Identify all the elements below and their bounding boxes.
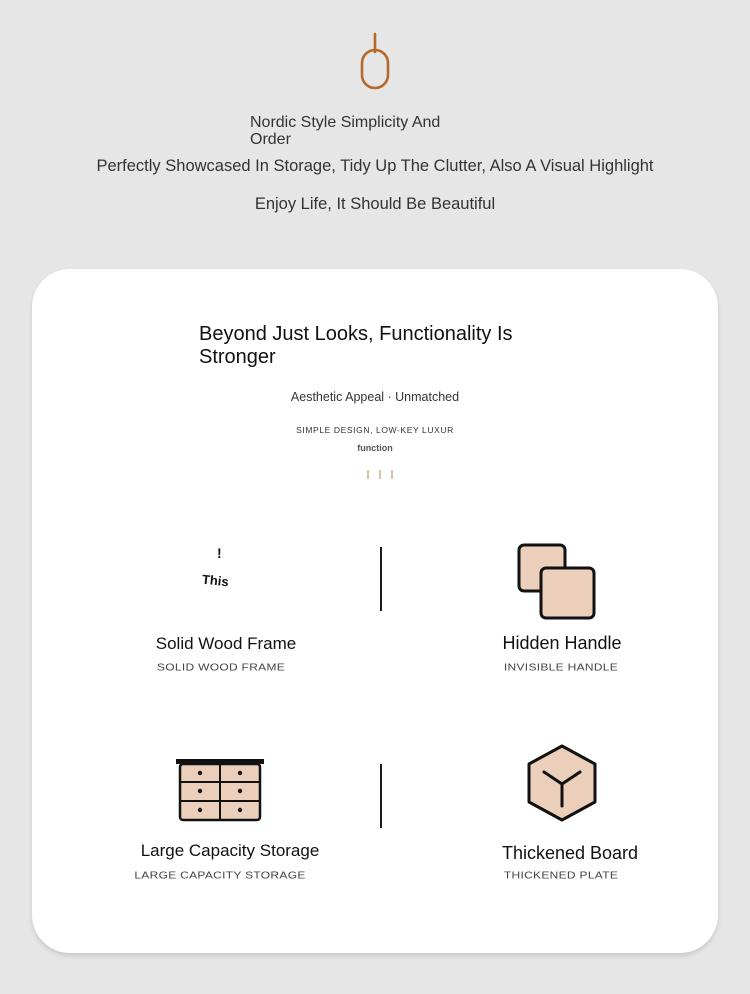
feature-title-large-storage: Large Capacity Storage (140, 841, 320, 860)
card-title: Beyond Just Looks, Functionality Is Stronger (199, 323, 513, 368)
badge-text: This (201, 571, 230, 590)
header-motto: Enjoy Life, It Should Be Beautiful (254, 195, 496, 213)
drawer-cabinet-icon (174, 757, 266, 825)
feature-subtitle-large-storage: LARGE CAPACITY STORAGE (134, 869, 306, 881)
badge-mark: ! (217, 545, 222, 561)
card-caption: SIMPLE DESIGN, LOW-KEY LUXUR (296, 425, 454, 435)
card-caption-function: function (357, 443, 393, 453)
mouse-icon (360, 32, 390, 92)
solid-wood-icon (190, 545, 250, 605)
divider-bottom (380, 764, 382, 828)
divider-top (380, 547, 382, 611)
feature-title-hidden-handle: Hidden Handle (502, 633, 622, 653)
decorative-ticks (366, 470, 396, 480)
hidden-handle-icon (512, 540, 602, 624)
thickened-board-icon (524, 743, 600, 823)
header-title: Nordic Style Simplicity And Order (250, 114, 441, 148)
card-subtitle: Aesthetic Appeal · Unmatched (290, 390, 460, 404)
feature-subtitle-thickened-board: THICKENED PLATE (503, 869, 619, 881)
feature-title-thickened-board: Thickened Board (501, 843, 639, 863)
feature-subtitle-hidden-handle: INVISIBLE HANDLE (503, 661, 619, 673)
feature-subtitle-solid-wood: SOLID WOOD FRAME (156, 661, 286, 673)
header-tagline: Perfectly Showcased In Storage, Tidy Up The Clutter, Also A Visual Highlight (96, 157, 654, 175)
feature-title-solid-wood: Solid Wood Frame (155, 634, 297, 653)
